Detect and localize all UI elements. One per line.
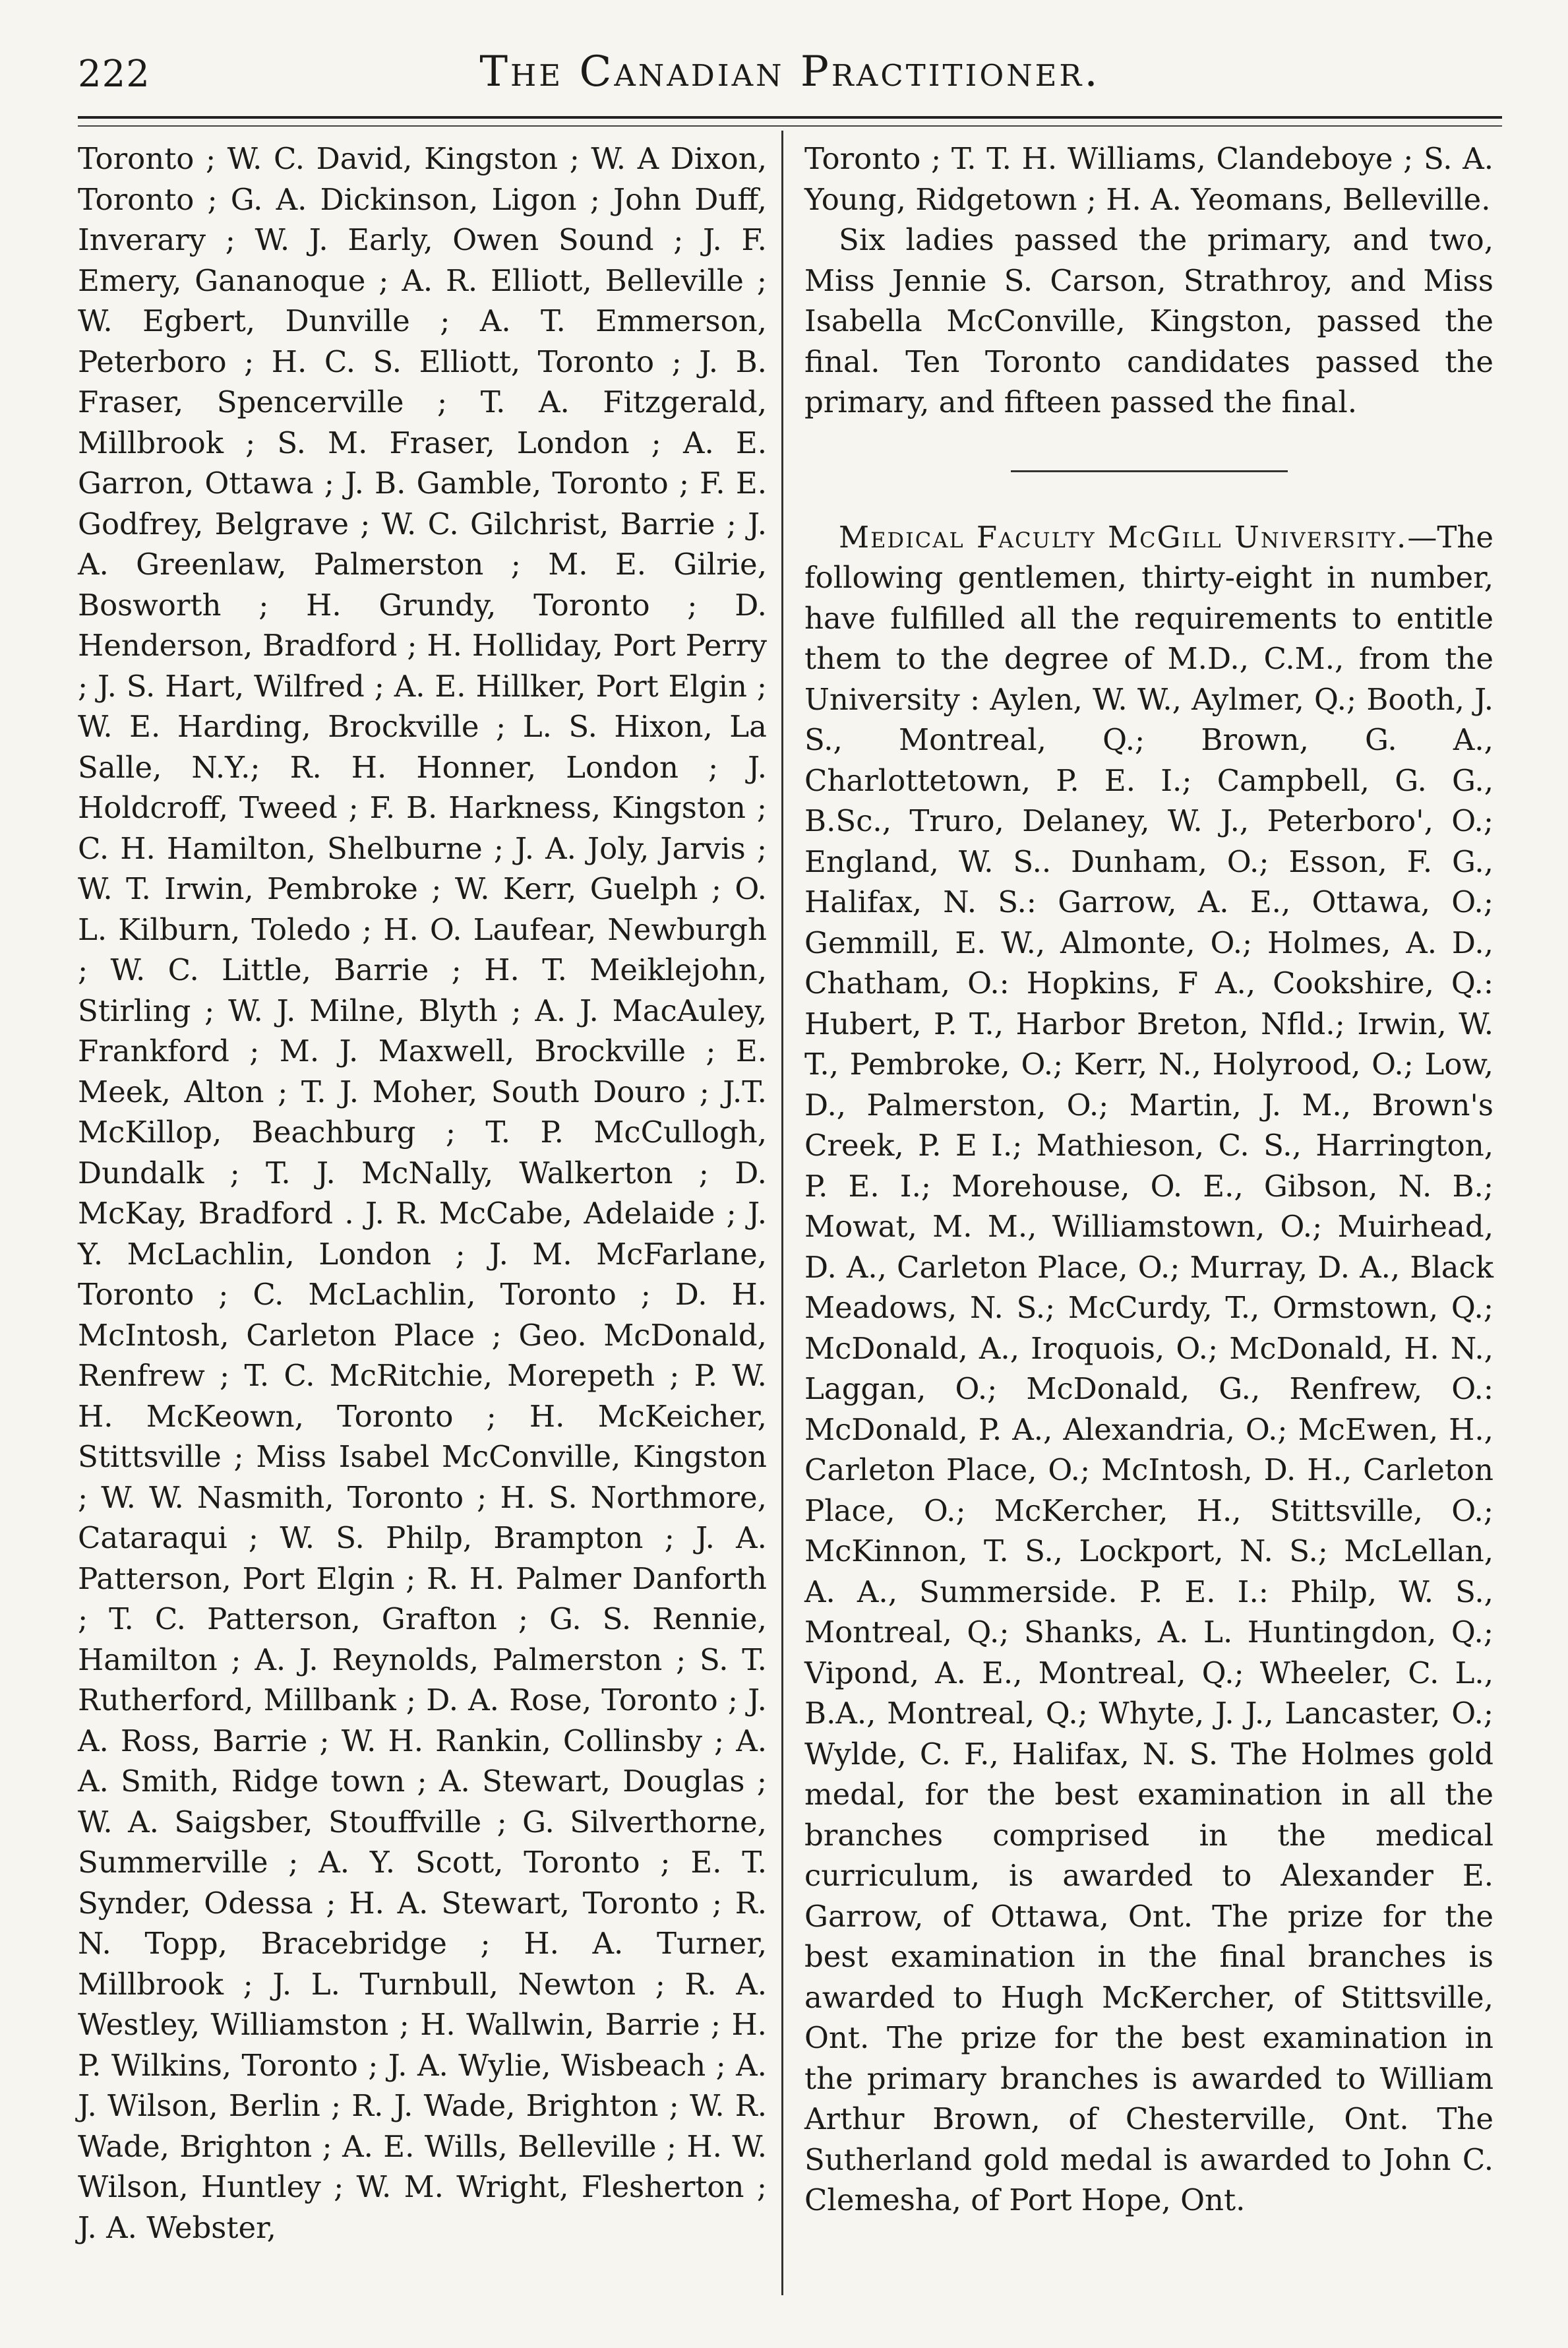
mcgill-heading: Medical Faculty McGill University. [839,519,1408,555]
column-divider [781,131,783,2295]
journal-title: The Canadian Practitioner. [479,47,1101,96]
right-column [804,139,1493,2221]
mcgill-paragraph [804,517,1493,2221]
page-number: 222 [78,53,150,96]
mcgill-text: —The following gentlemen, thirty-eight in number, have fulfilled all the requirements to entitle them to the degree of M.D., C.M., from the University : Aylen, W. W., Aylmer, Q.; Booth, J. S., Montreal, Q.; Brown, G. A., Charlottetown, P. E. I.; Campbell, G. G., B.Sc., Truro, Delaney, W. J., Peterboro', O.; England, W. S.. Dunham, O.; Esson, F. G., Halifax, N. S.: Garrow, A. E., Ottawa, O.; Gemmill, E. W., Almonte, O.; Holmes, A. D., Chatham, O.: Hopkins, F A., Cookshire, Q.: Hubert, P. T., Harbor Breton, Nfld.; Irwin, W. T., Pembroke, O.; Kerr, N., Holyrood, O.; Low, D., Palmerston, O.; Martin, J. M., Brown's Creek, P. E I.; Mathieson, C. S., Harrington, P. E. I.; Morehouse, O. E., Gibson, N. B.; Mowat, M. M., Williamstown, O.; Muirhead, D. A., Carleton Place, O.; Murray, D. A., Black Meadows, N. S.; McCurdy, T., Ormstown, Q.; McDonald, A., Iroquois, O.; McDonald, H. N., Laggan, O.; McDonald, G., Renfrew, O.: McDonald, P. A., Alexandria, O.; McEwen, H., Carleton Place, O.; McIntosh, D. H., Carleton Place, O.; McKercher, H., Stittsville, O.; McKinnon, T. S., Lockport, N. S.; McLellan, A. A., Summerside. P. E. I.: Philp, W. S., Montreal, Q.; Shanks, A. L. Huntingdon, Q.; Vipond, A. E., Montreal, Q.; Wheeler, C. L., B.A., Montreal, Q.; Whyte, J. J., Lancaster, O.; Wylde, C. F., Halifax, N. S. The Holmes gold medal, for the best examination in all the branches comprised in the medical curriculum, is awarded to Alexander E. Garrow, of Ottawa, Ont. The prize for the best examination in the final branches is awarded to Hugh McKercher, of Stittsville, Ont. The prize for the best examination in the primary branches is awarded to William Arthur Brown, of Chesterville, Ont. The Sutherland gold medal is awarded to John C. Clemesha, of Port Hope, Ont. [804,519,1493,2217]
header-rule-thin [78,125,1502,127]
graduate-list-continuation: Toronto ; T. T. H. Williams, Clandeboye ; S. A. Young, Ridgetown ; H. A. Yeomans, Belleville. [804,141,1493,217]
graduate-list-text: Toronto ; W. C. David, Kingston ; W. A Dixon, Toronto ; G. A. Dickinson, Ligon ; John Duff, Inverary ; W. J. Early, Owen Sound ; J. F. Emery, Gananoque ; A. R. Elliott, Belleville ; W. Egbert, Dunville ; A. T. Emmerson, Peterboro ; H. C. S. Elliott, Toronto ; J. B. Fraser, Spencerville ; T. A. Fitzgerald, Millbrook ; S. M. Fraser, London ; A. E. Garron, Ottawa ; J. B. Gamble, Toronto ; F. E. Godfrey, Belgrave ; W. C. Gilchrist, Barrie ; J. A. Greenlaw, Palmerston ; M. E. Gilrie, Bosworth ; H. Grundy, Toronto ; D. Henderson, Bradford ; H. Holliday, Port Perry ; J. S. Hart, Wilfred ; A. E. Hillker, Port Elgin ; W. E. Harding, Brockville ; L. S. Hixon, La Salle, N.Y.; R. H. Honner, London ; J. Holdcroff, Tweed ; F. B. Harkness, Kingston ; C. H. Hamilton, Shelburne ; J. A. Joly, Jarvis ; W. T. Irwin, Pembroke ; W. Kerr, Guelph ; O. L. Kilburn, Toledo ; H. O. Laufear, Newburgh ; W. C. Little, Barrie ; H. T. Meiklejohn, Stirling ; W. J. Milne, Blyth ; A. J. MacAuley, Frankford ; M. J. Maxwell, Brockville ; E. Meek, Alton ; T. J. Moher, South Douro ; J.T. McKillop, Beachburg ; T. P. McCullogh, Dundalk ; T. J. McNally, Walkerton ; D. McKay, Bradford . J. R. McCabe, Adelaide ; J. Y. McLachlin, London ; J. M. McFarlane, Toronto ; C. McLachlin, Toronto ; D. H. McIntosh, Carleton Place ; Geo. McDonald, Renfrew ; T. C. McRitchie, Morepeth ; P. W. H. McKeown, Toronto ; H. McKeicher, Stittsville ; Miss Isabel McConville, Kingston ; W. W. Nasmith, Toronto ; H. S. Northmore, Cataraqui ; W. S. Philp, Brampton ; J. A. Patterson, Port Elgin ; R. H. Palmer Danforth ; T. C. Patterson, Grafton ; G. S. Rennie, Hamilton ; A. J. Reynolds, Palmerston ; S. T. Rutherford, Millbank ; D. A. Rose, Toronto ; J. A. Ross, Barrie ; W. H. Rankin, Collinsby ; A. A. Smith, Ridge town ; A. Stewart, Douglas ; W. A. Saigsber, Stouffville ; G. Silverthorne, Summerville ; A. Y. Scott, Toronto ; E. T. Synder, Odessa ; H. A. Stewart, Toronto ; R. N. Topp, Bracebridge ; H. A. Turner, Millbrook ; J. L. Turnbull, Newton ; R. A. Westley, Williamston ; H. Wallwin, Barrie ; H. P. Wilkins, Toronto ; J. A. Wylie, Wisbeach ; A. J. Wilson, Berlin ; R. J. Wade, Brighton ; W. R. Wade, Brighton ; A. E. Wills, Belleville ; H. W. Wilson, Huntley ; W. M. Wright, Flesherton ; J. A. Webster, [78,141,767,2245]
header-rule [78,116,1502,119]
page-header [78,44,1502,116]
section-divider [1011,470,1288,472]
left-column [78,139,767,2248]
ladies-paragraph: Six ladies passed the primary, and two, Miss Jennie S. Carson, Strathroy, and Miss Isabella McConville, Kingston, passed the final. Ten Toronto candidates passed the primary, and fifteen passed the final. [804,222,1493,419]
